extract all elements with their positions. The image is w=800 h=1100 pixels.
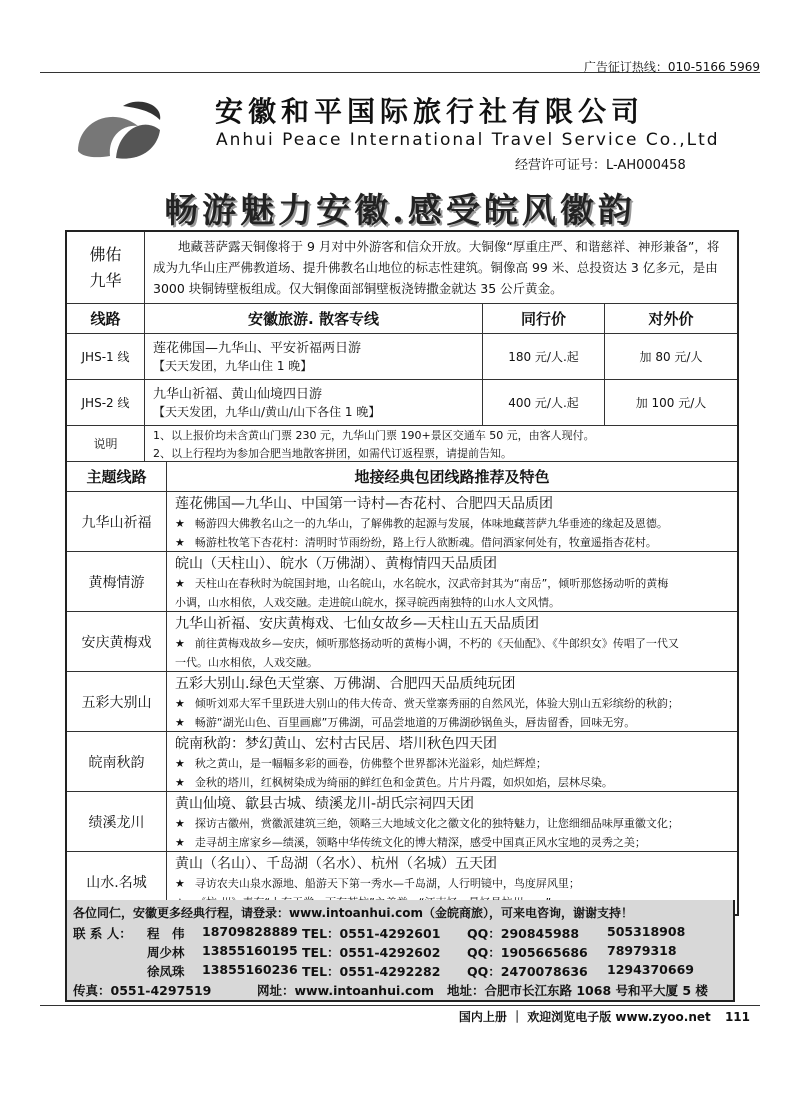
notes-label: 说明 <box>67 426 145 461</box>
theme-name: 黄梅情游 <box>67 552 167 611</box>
contact-qq: QQ：1905665686 <box>467 945 588 960</box>
page-footer-text: 国内上册 ｜ 欢迎浏览电子版 www.zyoo.net <box>458 1010 711 1024</box>
table-row <box>67 612 737 672</box>
ad-hotline: 广告征订热线：010-5166 5969 <box>583 60 760 74</box>
table-row <box>67 672 737 732</box>
address: 地址：合肥市长江东路 1068 号和平大厦 5 楼 <box>447 983 708 998</box>
table-row <box>67 492 737 552</box>
contact-qq2: 505318908 <box>607 924 686 939</box>
route-peer-price: 180 元/人.起 <box>483 334 605 379</box>
theme-name: 绩溪龙川 <box>67 792 167 851</box>
fax: 传真：0551-4297519 <box>73 983 212 998</box>
col-theme-detail: 地接经典包团线路推荐及特色 <box>354 468 550 486</box>
contact-footer <box>65 900 735 1002</box>
route-code: JHS-2 线 <box>67 380 145 425</box>
col-route-name: 安徽旅游. 散客专线 <box>145 304 483 333</box>
col-public-price: 对外价 <box>648 310 694 328</box>
col-theme: 主题线路 <box>67 462 167 491</box>
theme-detail: 黄山仙境、歙县古城、绩溪龙川-胡氏宗祠四天团 ★ 探访古徽州，赏徽派建筑三绝，领略三大地域文化之徽文化的独特魅力，让您细细品味厚重徽文化； ★ 走寻胡主席家乡—绩溪，领略中华传统文化的博大精深，感受中国真正风水宝地的灵秀之美； <box>175 796 679 849</box>
company-name-cn: 安徽和平国际旅行社有限公司 <box>215 95 645 128</box>
contact-tel: TEL：0551-4292282 <box>302 964 441 979</box>
intro-title: 佛佑 九华 <box>67 232 145 303</box>
star-icon: ★ <box>175 697 185 710</box>
contact-qq: QQ：290845988 <box>467 926 580 941</box>
license-number: 经营许可证号：L-AH000458 <box>515 158 686 173</box>
theme-detail: 九华山祈福、安庆黄梅戏、七仙女故乡—天柱山五天品质团 ★ 前往黄梅戏故乡—安庆，倾听那悠扬动听的黄梅小调，不朽的《天仙配》、《牛郎织女》传唱了一代又 一代。山水相依，人戏交融。 <box>175 616 679 669</box>
themes-header <box>67 462 737 492</box>
notes-row <box>67 426 737 462</box>
star-icon: ★ <box>175 536 185 549</box>
contact-qq: QQ：2470078636 <box>467 964 588 979</box>
contact-qq2: 78979318 <box>607 943 677 958</box>
route-peer-price: 400 元/人.起 <box>483 380 605 425</box>
more-routes-text: 各位同仁，安徽更多经典行程，请登录：www.intoanhui.com（金皖商旅），可来电咨询，谢谢支持！ <box>73 906 633 920</box>
contact-tel: TEL：0551-4292602 <box>302 945 441 960</box>
star-icon: ★ <box>175 716 185 729</box>
contact-mobile: 18709828889 <box>202 924 298 939</box>
theme-detail: 五彩大别山.绿色天堂寨、万佛湖、合肥四天品质纯玩团 ★ 倾听刘邓大军千里跃进大别山的伟大传奇、赏天堂寨秀丽的自然风光，体验大别山五彩缤纷的秋韵； ★ 畅游“湖光山色、百里画廊”万佛湖，可品尝地道的万佛湖砂锅鱼头，唇齿留香，回味无穷。 <box>175 676 679 729</box>
company-logo-icon <box>68 96 168 176</box>
contact-qq2: 1294370669 <box>607 962 694 977</box>
footer-divider <box>40 1005 760 1006</box>
col-route: 线路 <box>67 304 145 333</box>
theme-detail: 黄山（名山）、千岛湖（名水）、杭州（名城）五天团 ★ 寻访农夫山泉水源地、船游天下第一秀水—千岛湖，人行明镜中，鸟度屏风里； <box>167 852 737 912</box>
contact-mobile: 13855160195 <box>202 943 298 958</box>
intro-text: 地藏菩萨露天铜像将于 9 月对中外游客和信众开放。大铜像“厚重庄严、和谐慈祥、神形兼备”，将成为九华山庄严佛教道场、提升佛教名山地位的标志性建筑。铜像高 99 米、总投资达 3 亿多元，是由 3000 块铜铸壁板组成。仅大铜像面部铜壁板浇铸撒金就达 35 公斤黄金。 <box>153 239 720 296</box>
theme-detail: 皖南秋韵：梦幻黄山、宏村古民居、塔川秋色四天团 ★ 秋之黄山，是一幅幅多彩的画卷，仿佛整个世界都沐光溢彩，灿烂辉煌； ★ 金秋的塔川，红枫树染成为绮丽的鲜红色和金黄色。片片丹霞，如炽如焰，层林尽染。 <box>175 736 613 789</box>
star-icon: ★ <box>175 877 185 890</box>
table-row <box>67 732 737 792</box>
route-desc: 莲花佛国—九华山、平安祈福两日游 【天天发团，九华山住 1 晚】 <box>145 334 483 379</box>
route-public-price: 加 80 元/人 <box>639 350 703 364</box>
table-row <box>67 792 737 852</box>
table-row <box>67 380 737 426</box>
contact-name: 徐凤珠 <box>147 964 185 979</box>
star-icon: ★ <box>175 577 185 590</box>
page-number: 111 <box>724 1010 750 1024</box>
itinerary-table <box>65 230 739 916</box>
theme-name: 皖南秋韵 <box>67 732 167 791</box>
contact-name: 程 伟 <box>147 926 185 941</box>
website-link[interactable]: 网址：www.intoanhui.com <box>257 983 435 998</box>
star-icon: ★ <box>175 637 185 650</box>
intro-row <box>67 232 737 304</box>
theme-detail: 莲花佛国—九华山、中国第一诗村—杏花村、合肥四天品质团 ★ 畅游四大佛教名山之一的九华山，了解佛教的起源与发展，体味地藏菩萨九华垂迹的缘起及恩德。 ★ 畅游杜牧笔下杏花村：清明时节雨纷纷，路上行人欲断魂。借问酒家何处有，牧童遥指杏花村。 <box>175 496 668 549</box>
page-footer <box>400 1008 750 1025</box>
star-icon: ★ <box>175 817 185 830</box>
contact-label: 联 系 人： <box>73 926 132 941</box>
theme-name: 山水.名城 <box>67 852 167 912</box>
star-icon: ★ <box>175 517 185 530</box>
contact-tel: TEL：0551-4292601 <box>302 926 441 941</box>
contact-name: 周少林 <box>147 945 185 960</box>
col-peer-price: 同行价 <box>483 304 605 333</box>
star-icon: ★ <box>175 776 185 789</box>
route-desc: 九华山祈福、黄山仙境四日游 【天天发团，九华山/黄山/山下各住 1 晚】 <box>145 380 483 425</box>
contact-mobile: 13855160236 <box>202 962 298 977</box>
theme-name: 九华山祈福 <box>67 492 167 551</box>
company-name-en: Anhui Peace International Travel Service Co.,Ltd <box>216 130 720 150</box>
star-icon: ★ <box>175 757 185 770</box>
table-row <box>67 334 737 380</box>
theme-name: 安庆黄梅戏 <box>67 612 167 671</box>
theme-name: 五彩大别山 <box>67 672 167 731</box>
slogan: 畅游魅力安徽.感受皖风徽韵 <box>164 191 636 231</box>
header-divider <box>40 72 760 73</box>
table-row <box>67 552 737 612</box>
routes-header <box>67 304 737 334</box>
notes-text: 1、以上报价均未含黄山门票 230 元，九华山门票 190+景区交通车 50 元，由客人现付。 2、以上行程均为参加合肥当地散客拼团，如需代订返程票，请提前告知。 <box>153 429 595 460</box>
theme-detail: 皖山（天柱山）、皖水（万佛湖）、黄梅情四天品质团 ★ 天柱山在春秋时为皖国封地，山名皖山，水名皖水，汉武帝封其为“南岳”，倾听那悠扬动听的黄梅 小调，山水相依，人戏交融。走进皖山皖水，探寻皖西南独特的山水人文风情。 <box>175 556 669 609</box>
route-public-price: 加 100 元/人 <box>635 396 707 410</box>
star-icon: ★ <box>175 836 185 849</box>
route-code: JHS-1 线 <box>67 334 145 379</box>
